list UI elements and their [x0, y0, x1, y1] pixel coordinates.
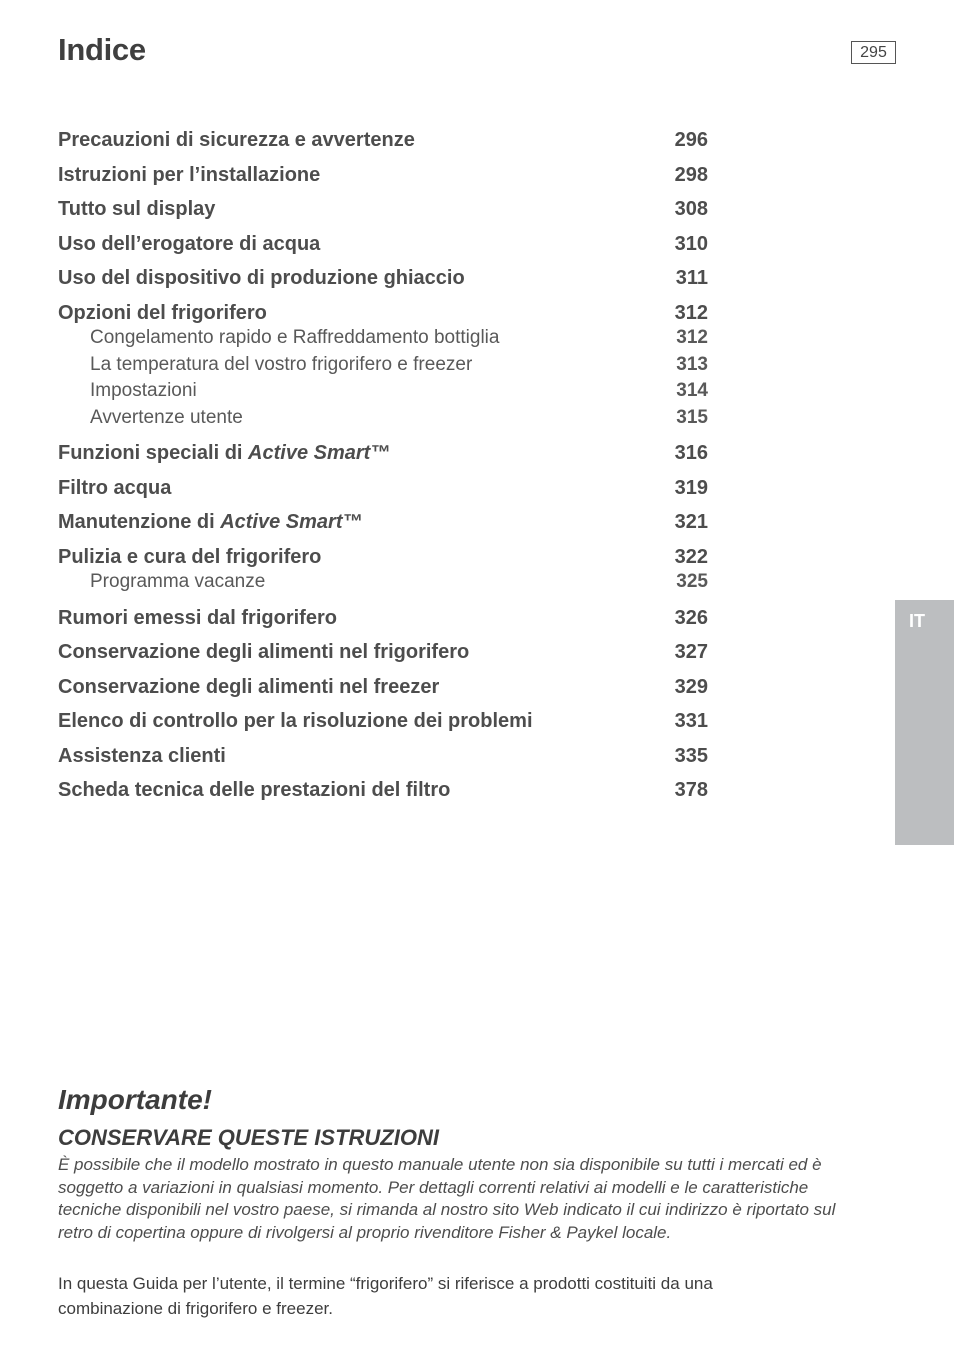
toc-entry-label [90, 405, 243, 432]
toc-entry-label [58, 476, 171, 501]
toc-entry-page: 312 [674, 301, 708, 324]
toc-subentry [58, 405, 708, 432]
toc-entry-emphasis: Active Smart™ [220, 511, 363, 533]
note-text: In questa Guida per l’utente, il termine “frigorifero” si riferisce a prodotti costituiti da una combinazione di frigorifero e freezer. [58, 1274, 713, 1318]
toc-entry-text: Congelamento rapido e Raffreddamento bottiglia [90, 327, 500, 348]
toc-entry [58, 301, 708, 326]
toc-entry-page: 313 [676, 353, 708, 375]
language-tab-label: IT [909, 611, 925, 631]
toc-entry-label [58, 128, 415, 153]
toc-entry [58, 476, 708, 501]
toc-entry-text: Conservazione degli alimenti nel frigorifero [58, 641, 470, 663]
toc-entry-label [58, 163, 320, 188]
toc-entry-label [58, 266, 465, 291]
toc-entry [58, 197, 708, 222]
toc-entry-page: 316 [674, 442, 708, 464]
language-tab [895, 600, 954, 845]
toc-entry [58, 232, 708, 257]
toc-entry-page: 331 [674, 710, 708, 732]
toc-entry [58, 709, 708, 734]
toc-entry-text: Opzioni del frigorifero [58, 301, 267, 324]
toc-entry-label [58, 232, 320, 257]
important-subtitle: CONSERVARE QUESTE ISTRUZIONI [58, 1125, 439, 1150]
toc-entry-text: Precauzioni di sicurezza e avvertenze [58, 129, 415, 151]
toc-entry-text: Assistenza clienti [58, 744, 226, 767]
toc-entry-label [90, 325, 499, 352]
toc-entry-page: 296 [674, 129, 708, 151]
toc-entry-page: 378 [674, 779, 708, 801]
toc-entry-text: Tutto sul display [58, 198, 216, 220]
toc-entry-text: Uso del dispositivo di produzione ghiaccio [58, 267, 465, 289]
toc-entry-label [58, 675, 439, 700]
toc-entry-label [58, 606, 337, 631]
toc-entry-page: 319 [674, 476, 708, 499]
toc-entry-page: 327 [674, 641, 708, 663]
toc-entry [58, 128, 708, 153]
toc-entry-text: Avvertenze utente [90, 406, 243, 428]
toc-entry-page: 329 [674, 675, 708, 698]
toc-entry-text: Pulizia e cura del frigorifero [58, 545, 322, 568]
toc-entry-text: La temperatura del vostro frigorifero e freezer [90, 353, 473, 375]
toc-entry-page: 335 [674, 744, 708, 767]
toc-entry [58, 545, 708, 570]
toc-entry-page: 310 [674, 232, 708, 255]
page-title: Indice [58, 32, 146, 67]
toc-entry-page: 308 [674, 198, 708, 220]
toc-entry-label [58, 744, 226, 769]
toc-entry-label [58, 441, 390, 466]
toc-entry-page: 325 [676, 571, 708, 592]
toc-entry [58, 510, 708, 535]
toc-entry [58, 266, 708, 291]
toc-entry [58, 675, 708, 700]
toc-entry-text: Filtro acqua [58, 476, 172, 499]
toc-entry-text: Scheda tecnica delle prestazioni del filtro [58, 779, 451, 801]
toc-entry-page: 321 [674, 511, 708, 533]
toc-entry-label [58, 709, 533, 734]
toc-entry-page: 311 [675, 267, 708, 289]
toc-entry [58, 163, 708, 188]
toc-entry-page: 312 [676, 327, 708, 348]
toc-entry-text: Istruzioni per l’installazione [58, 163, 321, 186]
toc-entry-page: 322 [674, 545, 708, 568]
toc-entry-page: 314 [676, 380, 708, 401]
toc-subentry [58, 352, 708, 379]
toc-entry-label [58, 778, 450, 803]
toc-entry [58, 778, 708, 803]
toc-entry-text: Rumori emessi dal frigorifero [58, 606, 337, 629]
toc-entry-emphasis: Active Smart™ [248, 442, 391, 464]
toc-entry-label [58, 640, 469, 665]
toc-entry-text: Manutenzione di [58, 511, 221, 533]
toc-entry-text: Funzioni speciali di [58, 442, 249, 464]
toc-entry-label [58, 510, 363, 535]
toc-entry-text: Programma vacanze [90, 571, 266, 592]
toc-entry [58, 744, 708, 769]
toc-entry-text: Impostazioni [90, 380, 197, 401]
toc-entry-text: Elenco di controllo per la risoluzione dei problemi [58, 710, 533, 732]
toc-entry-label [58, 301, 267, 326]
toc-entry-label [90, 378, 197, 405]
important-text: È possibile che il modello mostrato in questo manuale utente non sia disponibile su tutti i mercati ed è soggetto a variazioni in qualsiasi momento. Per dettagli correnti relativi ai modelli e le caratteristiche tecniche disponibili nel vostro paese, si rimanda al nostro sito Web indicato il cui indirizzo è riportato sul retro di copertina oppure di rivolgersi al proprio rivenditore Fisher & Paykel locale. [58, 1155, 836, 1242]
toc-subentry [58, 378, 708, 405]
toc-entry-text: Uso dell’erogatore di acqua [58, 232, 321, 255]
toc-entry-page: 298 [674, 163, 708, 186]
toc-entry-text: Conservazione degli alimenti nel freezer [58, 675, 440, 698]
toc-entry-page: 315 [676, 406, 708, 428]
toc-entry-page: 326 [674, 606, 708, 629]
table-of-contents [58, 124, 708, 803]
toc-subentry [58, 569, 708, 596]
toc-entry [58, 606, 708, 631]
toc-entry-label [90, 352, 472, 379]
toc-entry [58, 441, 708, 466]
toc-subentry [58, 325, 708, 352]
page-number: 295 [851, 41, 896, 64]
toc-entry [58, 640, 708, 665]
toc-entry-label [90, 569, 265, 596]
toc-entry-label [58, 545, 321, 570]
toc-entry-label [58, 197, 215, 222]
important-title: Importante! [58, 1084, 212, 1115]
